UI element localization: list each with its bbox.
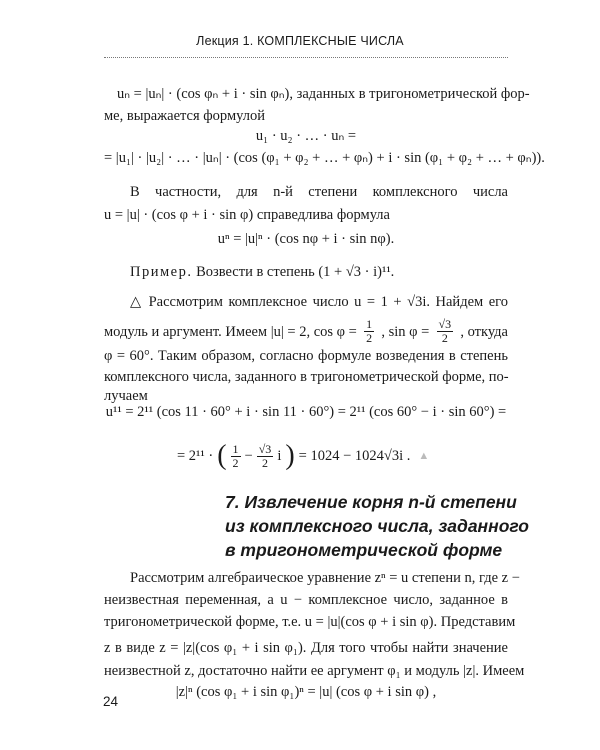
formula: u₁ · u₂ · … · uₙ =	[255, 128, 357, 144]
text-line: неизвестная переменная, а u − комплексное число, заданное в	[104, 592, 508, 608]
text-line: комплексного числа, заданного в тригонометрической форме, по-	[104, 369, 509, 385]
section-title-line: 7. Извлечение корня n-й степени	[225, 492, 517, 512]
text-line: тригонометрической форме, т.е. u = |u|(cos φ + i sin φ). Представим	[104, 614, 516, 630]
text-line: △ Рассмотрим комплексное число u = 1 + √3i. Найдем его	[130, 294, 508, 310]
formula-segment: = 1024 − 1024√3i .	[298, 448, 411, 464]
formula-segment: −	[244, 448, 253, 464]
running-header: Лекция 1. КОМПЛЕКСНЫЕ ЧИСЛА	[196, 34, 404, 48]
formula: |z|ⁿ (cos φ₁ + i sin φ₁)ⁿ = |u| (cos φ + i sin φ) ,	[175, 684, 437, 700]
example-label: Пример.	[130, 264, 193, 280]
formula-with-fractions	[177, 436, 429, 476]
section-title-line: в тригонометрической форме	[225, 540, 503, 560]
text-line: Рассмотрим алгебраическое уравнение zⁿ = u степени n, где z −	[130, 570, 520, 586]
formula: uⁿ = |u|ⁿ · (cos nφ + i · sin nφ).	[217, 231, 395, 247]
formula-segment: = 2¹¹ ·	[177, 448, 214, 464]
formula: = |u₁| · |u₂| · … · |uₙ| · (cos (φ₁ + φ₂ + … + φₙ) + i · sin (φ₁ + φ₂ + … + φₙ)).	[104, 150, 545, 166]
example-line	[130, 262, 394, 282]
text-line: φ = 60°. Таким образом, согласно формуле возведения в степень	[104, 348, 508, 364]
text-line: В частности, для n-й степени комплексного числа	[130, 184, 508, 200]
text-line-with-fractions	[104, 318, 508, 345]
section-title-line: из комплексного числа, заданного	[225, 516, 529, 536]
paren-close: )	[285, 440, 295, 471]
end-of-proof-icon: ▲	[418, 450, 430, 462]
text-line: uₙ = |uₙ| · (cos φₙ + i · sin φₙ), заданных в тригонометрической фор-	[117, 86, 530, 102]
fraction: $\frac{1}{2}$	[366, 317, 373, 345]
text-line: z в виде z = |z|(cos φ₁ + i sin φ₁). Для того чтобы найти значение	[104, 640, 508, 656]
text-line: u = |u| · (cos φ + i · sin φ) справедлива формула	[104, 207, 390, 223]
fraction: $\frac{1}{2}$	[232, 441, 239, 470]
page-number: 24	[103, 694, 119, 709]
formula: u¹¹ = 2¹¹ (cos 11 · 60° + i · sin 11 · 60°) = 2¹¹ (cos 60° − i · sin 60°) =	[105, 404, 507, 420]
text-line: неизвестной z, достаточно найти ее аргумент φ₁ и модуль |z|. Имеем	[104, 663, 525, 679]
paren-open: (	[217, 440, 227, 471]
text-segment: модуль и аргумент. Имеем |u| = 2, cos φ =	[104, 323, 357, 340]
example-text: Возвести в степень (1 + √3 · i)¹¹.	[196, 264, 395, 280]
text-line: лучаем	[104, 388, 148, 404]
text-segment: , откуда	[460, 323, 508, 340]
text-segment: , sin φ =	[381, 323, 430, 340]
fraction: $\frac{√3}{2}$	[258, 441, 272, 470]
header-divider	[104, 57, 508, 58]
text-line: ме, выражается формулой	[104, 108, 265, 124]
fraction: $\frac{√3}{2}$	[438, 317, 452, 345]
formula-segment: i	[277, 448, 282, 464]
